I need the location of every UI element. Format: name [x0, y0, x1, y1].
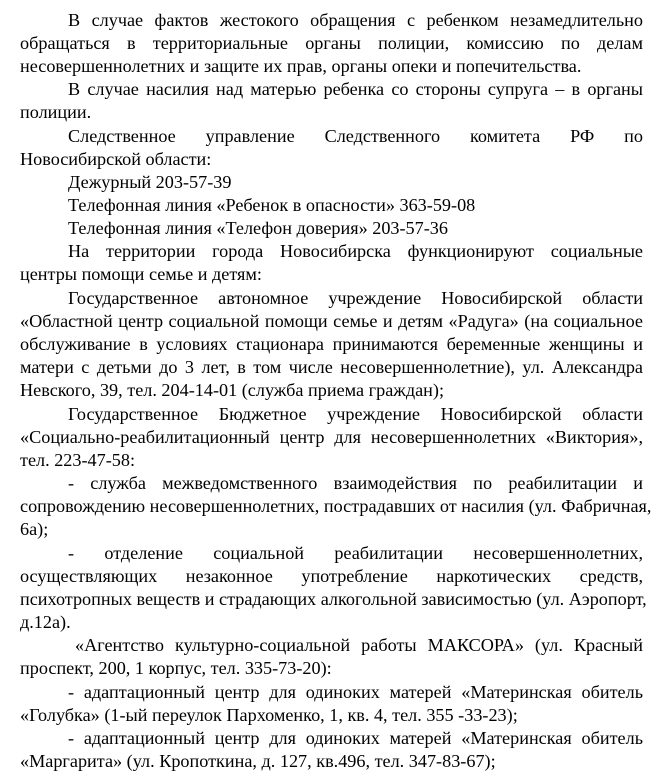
paragraph-11-line-1: - адаптационный центр для одиноких матерей «Материнская обитель	[68, 728, 643, 748]
paragraph-10-line-1: - адаптационный центр для одиноких матерей «Материнская обитель	[68, 682, 643, 702]
paragraph-6-line-3: тел. 223-47-58:	[20, 450, 136, 470]
paragraph-4-line-1: На территории города Новосибирска функционируют социальные	[68, 241, 643, 261]
paragraph-8-line-2: осуществляющих незаконное употребление наркотических средств,	[20, 566, 643, 586]
phone-trust-line: Телефонная линия «Телефон доверия» 203-57-36	[68, 218, 448, 238]
paragraph-6-line-2: «Социально-реабилитационный центр для несовершеннолетних «Виктория»,	[20, 427, 643, 447]
paragraph-7-line-2: сопровождению несовершеннолетних, пострадавших от насилия (ул. Фабричная,	[20, 496, 652, 516]
paragraph-9-line-2: проспект, 200, 1 корпус, тел. 335-73-20):	[20, 658, 332, 678]
paragraph-1-line-1: В случае фактов жестокого обращения с ребенком незамедлительно	[68, 10, 643, 30]
paragraph-8-line-1: - отделение социальной реабилитации несовершеннолетних,	[68, 543, 643, 563]
paragraph-3-line-2: Новосибирской области:	[20, 149, 212, 169]
paragraph-2-line-2: полиции.	[20, 102, 92, 122]
paragraph-11-line-2: «Маргарита» (ул. Кропоткина, д. 127, кв.496, тел. 347-83-67);	[20, 751, 496, 771]
paragraph-5-line-2: «Областной центр социальной помощи семье и детям «Радуга» (на социальное	[20, 311, 643, 331]
paragraph-5-line-1: Государственное автономное учреждение Новосибирской области	[68, 288, 643, 308]
paragraph-8-line-3: психотропных веществ и страдающих алкогольной зависимостью (ул. Аэропорт,	[20, 589, 647, 609]
paragraph-7-line-1: - служба межведомственного взаимодействия по реабилитации и	[68, 473, 643, 493]
paragraph-9-line-1: «Агентство культурно-социальной работы МАКСОРА» (ул. Красный	[75, 635, 643, 655]
paragraph-5-line-3: обслуживание в условиях стационара принимаются беременные женщины и	[20, 334, 643, 354]
paragraph-10-line-2: «Голубка» (1-ый переулок Пархоменко, 1, кв. 4, тел. 355 -33-23);	[20, 705, 518, 725]
paragraph-3-line-1: Следственное управление Следственного комитета РФ по	[68, 126, 643, 146]
phone-child-in-danger: Телефонная линия «Ребенок в опасности» 363-59-08	[68, 195, 476, 215]
paragraph-7-line-3: 6а);	[20, 519, 49, 539]
paragraph-5-line-4: матери с детьми до 3 лет, в том числе несовершеннолетние), ул. Александра	[20, 357, 643, 377]
paragraph-4-line-2: центры помощи семье и детям:	[20, 264, 262, 284]
paragraph-6-line-1: Государственное Бюджетное учреждение Новосибирской области	[68, 404, 643, 424]
phone-duty: Дежурный 203-57-39	[68, 172, 232, 192]
paragraph-2-line-1: В случае насилия над матерью ребенка со стороны супруга – в органы	[68, 79, 643, 99]
paragraph-8-line-4: д.12а).	[20, 612, 71, 632]
paragraph-5-line-5: Невского, 39, тел. 204-14-01 (служба приема граждан);	[20, 380, 445, 400]
paragraph-1-line-2: обращаться в территориальные органы полиции, комиссию по делам	[20, 33, 643, 53]
paragraph-1-line-3: несовершеннолетних и защите их прав, органы опеки и попечительства.	[20, 56, 582, 76]
